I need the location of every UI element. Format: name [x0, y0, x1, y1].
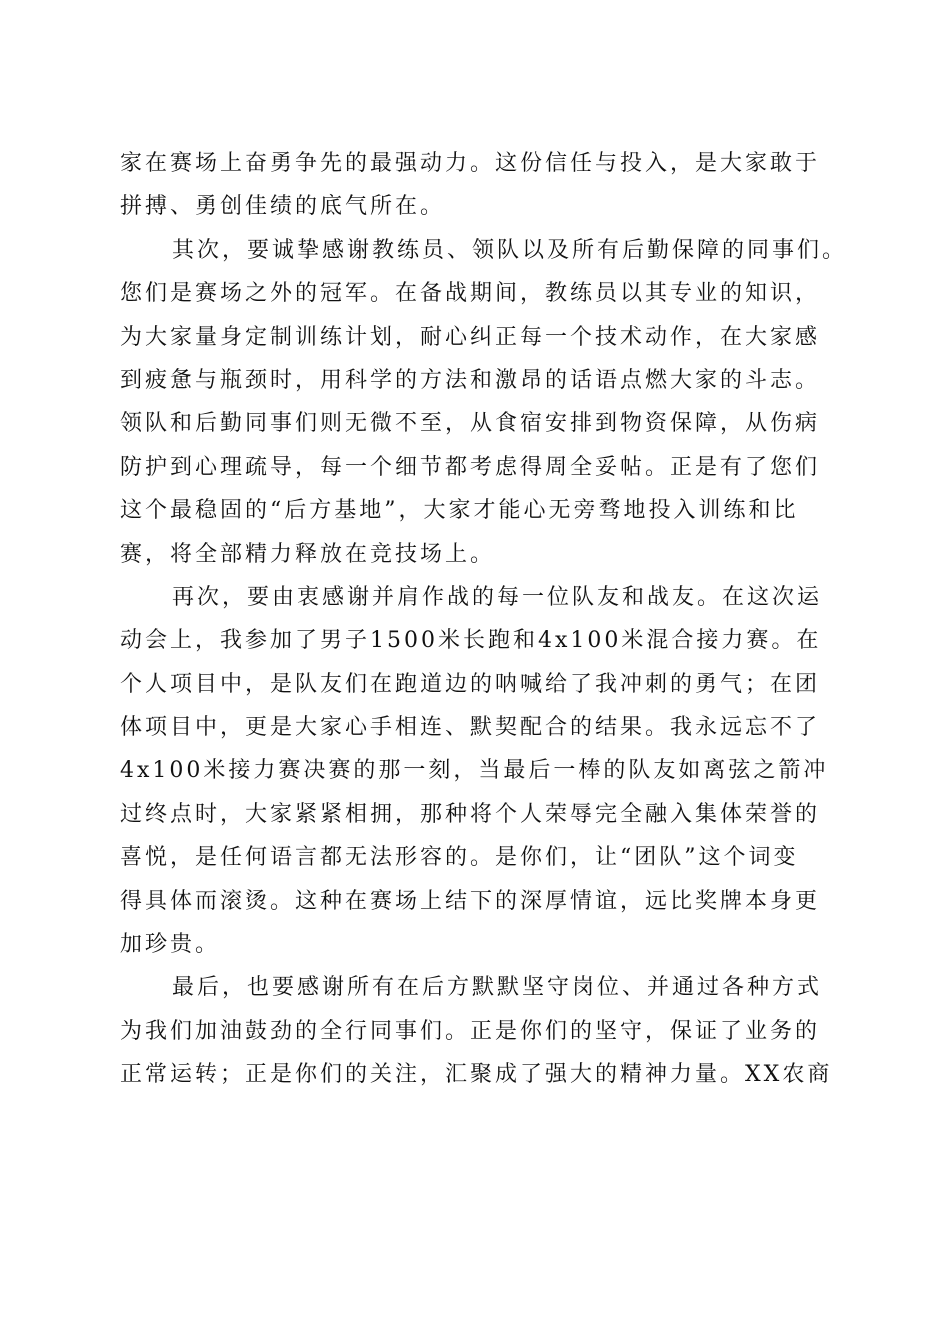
paragraph-start-line: 最后，也要感谢所有在后方默默坚守岗位、并通过各种方式 [172, 975, 823, 1001]
text-line: 体项目中，更是大家心手相连、默契配合的结果。我永远忘不了 [120, 715, 821, 741]
text-line: 得具体而滚烫。这种在赛场上结下的深厚情谊，远比奖牌本身更 [120, 888, 821, 914]
body-text [120, 142, 848, 1097]
text-line: 为我们加油鼓劲的全行同事们。正是你们的坚守，保证了业务的 [120, 1018, 821, 1044]
text-line: 动会上，我参加了男子1500米长跑和4x100米混合接力赛。在 [120, 628, 822, 654]
text-line: 个人项目中，是队友们在跑道边的呐喊给了我冲刺的勇气；在团 [120, 671, 821, 697]
text-line: 这个最稳固的“后方基地”，大家才能心无旁骛地投入训练和比 [120, 498, 799, 524]
paragraph-start-line: 再次，要由衷感谢并肩作战的每一位队友和战友。在这次运 [172, 584, 823, 610]
text-line: 加珍贵。 [120, 932, 221, 958]
text-line: 您们是赛场之外的冠军。在备战期间，教练员以其专业的知识， [120, 281, 821, 307]
text-line: 到疲惫与瓶颈时，用科学的方法和激昂的话语点燃大家的斗志。 [120, 367, 821, 393]
text-line: 赛，将全部精力释放在竞技场上。 [120, 541, 496, 567]
text-line: 为大家量身定制训练计划，耐心纠正每一个技术动作，在大家感 [120, 324, 821, 350]
text-line: 过终点时，大家紧紧相拥，那种将个人荣辱完全融入集体荣誉的 [120, 801, 821, 827]
text-line: 防护到心理疏导，每一个细节都考虑得周全妥帖。正是有了您们 [120, 454, 821, 480]
text-line: 喜悦，是任何语言都无法形容的。是你们，让“团队”这个词变 [120, 845, 799, 871]
text-line: 拼搏、勇创佳绩的底气所在。 [120, 194, 446, 220]
text-line: 正常运转；正是你们的关注，汇聚成了强大的精神力量。XX农商 [120, 1062, 833, 1088]
text-line: 4x100米接力赛决赛的那一刻，当最后一棒的队友如离弦之箭冲 [120, 758, 829, 784]
paragraph-start-line: 其次，要诚挚感谢教练员、领队以及所有后勤保障的同事们。 [172, 237, 848, 263]
text-line: 家在赛场上奋勇争先的最强动力。这份信任与投入，是大家敢于 [120, 151, 821, 176]
text-line: 领队和后勤同事们则无微不至，从食宿安排到物资保障，从伤病 [120, 411, 821, 437]
